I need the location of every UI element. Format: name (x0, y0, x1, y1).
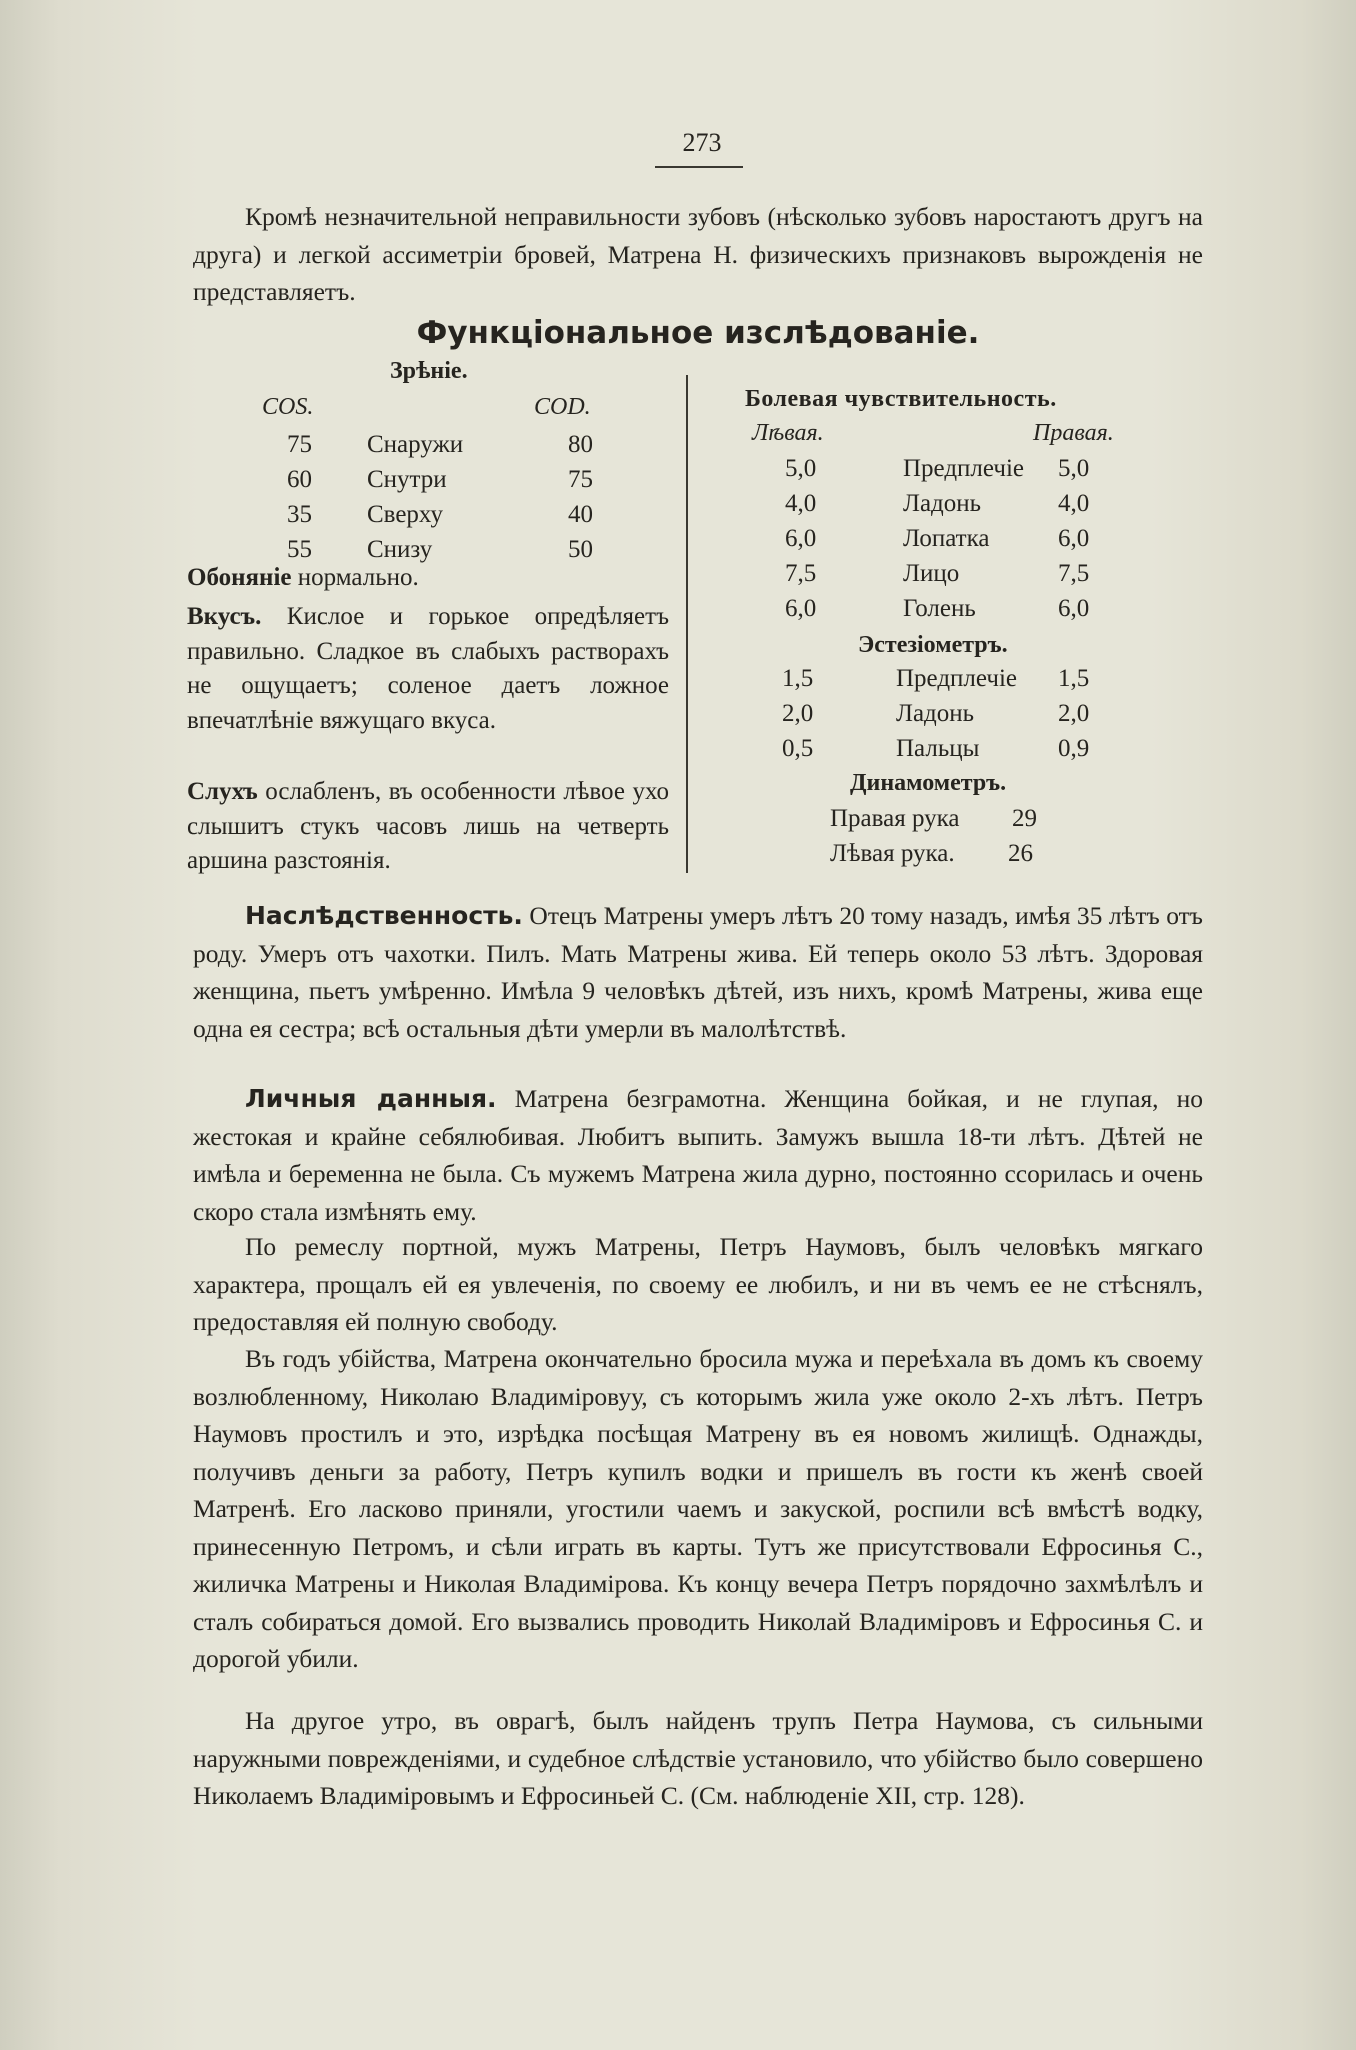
next-morning-paragraph: На другое утро, въ оврагѣ, былъ найденъ трупъ Петра Наумова, съ сильными наружными поврежденіями, и судебное слѣдствіе установило, что убійство было совершено Николаемъ Владиміровымъ и Ефросиньей С. (См. наблюденіе XII, стр. 128). (193, 1706, 1203, 1810)
intro-paragraph: Кромѣ незначительной неправильности зубовъ (нѣсколько зубовъ нарoстаютъ другъ на друга) и легкой ассиметріи бровей, Матрена Н. физическихъ признаковъ вырожденія не представляетъ. (193, 202, 1203, 306)
vision-cos-value: 55 (287, 536, 312, 563)
esthesiometer-right-value: 1,5 (1058, 665, 1090, 692)
heredity-text: Отецъ Матрены умеръ лѣтъ 20 тому назадъ, имѣя 35 лѣтъ отъ роду. Умеръ отъ чахотки. Пилъ. Мать Матрены жива. Ей теперь около 53 лѣтъ. Здоровая женщина, пьетъ умѣренно. Имѣла 9 человѣкъ дѣтей, изъ нихъ, кромѣ Матрены, жива еще одна ея сестра; всѣ остальныя дѣти умерли въ малолѣтствѣ. (193, 901, 1203, 1043)
functional-heading: Функціональное изслѣдованіе. (416, 315, 980, 351)
personal-heading: Личныя данныя. (245, 1084, 497, 1113)
vision-cod-label: COD. (534, 394, 591, 420)
vision-title: Зрѣніе. (390, 358, 468, 384)
dynamometer-hand: Лѣвая рука. (830, 840, 955, 867)
pain-body-part: Голень (903, 595, 976, 622)
pain-left-value: 6,0 (785, 525, 817, 552)
pain-right-value: 7,5 (1058, 560, 1090, 587)
taste-text: Кислое и горькое опредѣляетъ правильно. Сладкое въ слабыхъ растворахъ не ощущаетъ; соленое даетъ ложное впечатлѣніе вяжущаго вкуса. (187, 603, 669, 734)
vision-cod-value: 75 (568, 466, 593, 493)
smell-label: Обоняніе (187, 564, 292, 591)
vision-direction: Сверху (367, 501, 443, 528)
vision-cod-value: 40 (568, 501, 593, 528)
vision-cos-value: 60 (287, 466, 312, 493)
esthesiometer-right-value: 0,9 (1058, 735, 1090, 762)
esthesiometer-body-part: Ладонь (896, 700, 975, 727)
vision-direction: Снизу (367, 536, 433, 563)
page-number-rule (655, 166, 743, 168)
esthesiometer-body-part: Предплечіе (896, 665, 1017, 692)
pain-left-value: 7,5 (785, 560, 817, 587)
pain-left-value: 4,0 (785, 490, 817, 517)
hearing-paragraph (187, 775, 669, 879)
esthesiometer-body-part: Пальцы (896, 735, 980, 762)
pain-right-value: 6,0 (1058, 595, 1090, 622)
pain-right-value: 4,0 (1058, 490, 1090, 517)
vision-direction: Снутри (367, 466, 447, 493)
husband-paragraph: По ремеслу портной, мужъ Матрены, Петръ Наумовъ, былъ человѣкъ мягкаго характера, прощалъ ей ея увлеченія, по своему ее любилъ, и ни въ чемъ ее не стѣснялъ, предоставляя ей полную свободу. (193, 1232, 1203, 1336)
pain-right-label: Правая. (1033, 420, 1114, 446)
dynamometer-title: Динамометръ. (850, 770, 1007, 796)
heredity-paragraph (193, 897, 1203, 1047)
pain-right-value: 5,0 (1058, 455, 1090, 482)
vision-cos-value: 35 (287, 501, 312, 528)
dynamometer-value: 26 (1008, 840, 1033, 867)
esthesiometer-left-value: 0,5 (782, 735, 814, 762)
hearing-label: Слухъ (187, 778, 258, 805)
vision-direction: Снаружи (367, 431, 464, 458)
esthesiometer-left-value: 2,0 (782, 700, 814, 727)
taste-label: Вкусъ. (187, 603, 262, 630)
pain-left-value: 5,0 (785, 455, 817, 482)
esthesiometer-right-value: 2,0 (1058, 700, 1090, 727)
pain-left-value: 6,0 (785, 595, 817, 622)
vision-cod-value: 80 (568, 431, 593, 458)
vision-cos-label: COS. (262, 394, 314, 420)
pain-left-label: Лѣвая. (752, 420, 824, 446)
personal-paragraph (193, 1080, 1203, 1230)
page-number: 273 (682, 128, 722, 157)
esthesiometer-left-value: 1,5 (782, 665, 814, 692)
hearing-text: ослабленъ, въ особенности лѣвое ухо слышитъ стукъ часовъ лишь на четверть аршина разстоянія. (187, 778, 669, 874)
pain-body-part: Предплечіе (903, 455, 1024, 482)
pain-right-value: 6,0 (1058, 525, 1090, 552)
pain-body-part: Лицо (903, 560, 960, 587)
pain-body-part: Лопатка (903, 525, 990, 552)
murder-year-paragraph: Въ годъ убійства, Матрена окончательно бросила мужа и переѣхала въ домъ къ своему возлюбленному, Николаю Владиміровуу, съ которымъ жила уже около 2-хъ лѣтъ. Петръ Наумовъ простилъ и это, изрѣдка посѣщая Матрену въ ея новомъ жилищѣ. Однажды, получивъ деньги за работу, Петръ купилъ водки и пришелъ въ гости къ женѣ своей Матренѣ. Его ласково приняли, угостили чаемъ и закуской, роспили всѣ вмѣстѣ водку, принесенную Петромъ, и сѣли играть въ карты. Тутъ же присутствовали Ефросинья С., жиличка Матрены и Николая Владимірова. Къ концу вечера Петръ порядочно захмѣлѣлъ и сталъ собираться домой. Его вызвались проводить Николай Владиміровъ и Ефросинья С. и дорогой убили. (193, 1344, 1203, 1673)
personal-text: Матрена безграмотна. Женщина бойкая, и не глупая, но жестокая и крайне себялюбивая. Любитъ выпить. Замужъ вышла 18-ти лѣтъ. Дѣтей не имѣла и беременна не была. Съ мужемъ Матрена жила дурно, постоянно ссорилась и очень скоро стала измѣнять ему. (193, 1084, 1203, 1226)
dynamometer-value: 29 (1012, 805, 1037, 832)
heredity-heading: Наслѣдственность. (245, 901, 523, 930)
vision-cos-value: 75 (287, 431, 312, 458)
column-divider (686, 375, 688, 873)
pain-title: Болевая чувствительность. (745, 386, 1057, 412)
vision-cod-value: 50 (568, 536, 593, 563)
esthesiometer-title: Эстезіометръ. (858, 632, 1008, 658)
taste-paragraph (187, 600, 669, 738)
dynamometer-hand: Правая рука (830, 805, 960, 832)
smell-text: нормально. (297, 564, 419, 591)
smell-line (187, 561, 669, 596)
pain-body-part: Ладонь (903, 490, 982, 517)
